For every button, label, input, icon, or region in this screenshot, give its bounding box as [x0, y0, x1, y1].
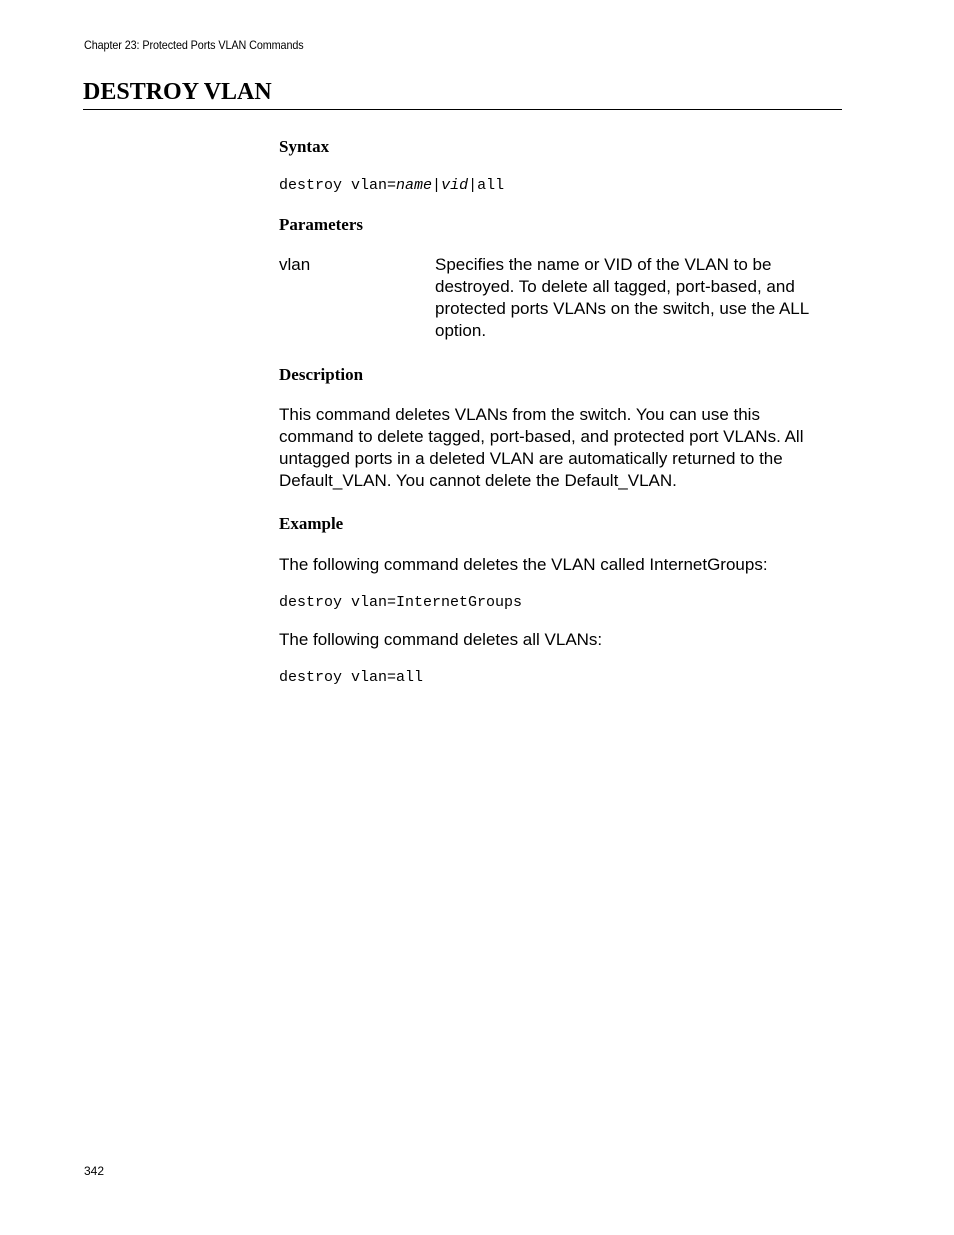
syntax-heading: Syntax	[279, 137, 330, 156]
syntax-command-prefix: destroy vlan=	[279, 177, 397, 194]
page-title: DESTROY VLAN	[83, 79, 272, 105]
title-divider	[83, 109, 842, 110]
page-number: 342	[84, 1164, 105, 1178]
syntax-arg-all: all	[477, 177, 505, 194]
parameter-name: vlan	[279, 255, 311, 274]
example-code-1: destroy vlan=InternetGroups	[279, 594, 523, 611]
example-intro-2: The following command deletes all VLANs:	[279, 630, 603, 649]
syntax-command	[279, 177, 504, 195]
parameters-heading: Parameters	[279, 215, 364, 234]
running-header: Chapter 23: Protected Ports VLAN Commands	[84, 38, 304, 52]
example-intro-1: The following command deletes the VLAN called InternetGroups:	[279, 555, 768, 574]
description-text: This command deletes VLANs from the switch. You can use this command to delete tagged, port-based, and protected port VLANs. All untagged ports in a deleted VLAN are automatically returned to the Default_VLAN. You cannot delete the Default_VLAN.	[279, 405, 804, 490]
syntax-arg-vid: vid	[441, 177, 469, 194]
syntax-separator: |	[468, 177, 478, 194]
parameter-description: Specifies the name or VID of the VLAN to be destroyed. To delete all tagged, port-based, and protected ports VLANs on the switch, use the ALL option.	[435, 255, 809, 340]
example-heading: Example	[279, 514, 344, 533]
description-heading: Description	[279, 365, 364, 384]
example-code-2: destroy vlan=all	[279, 669, 424, 686]
syntax-arg-name: name	[396, 177, 433, 194]
syntax-separator: |	[432, 177, 442, 194]
